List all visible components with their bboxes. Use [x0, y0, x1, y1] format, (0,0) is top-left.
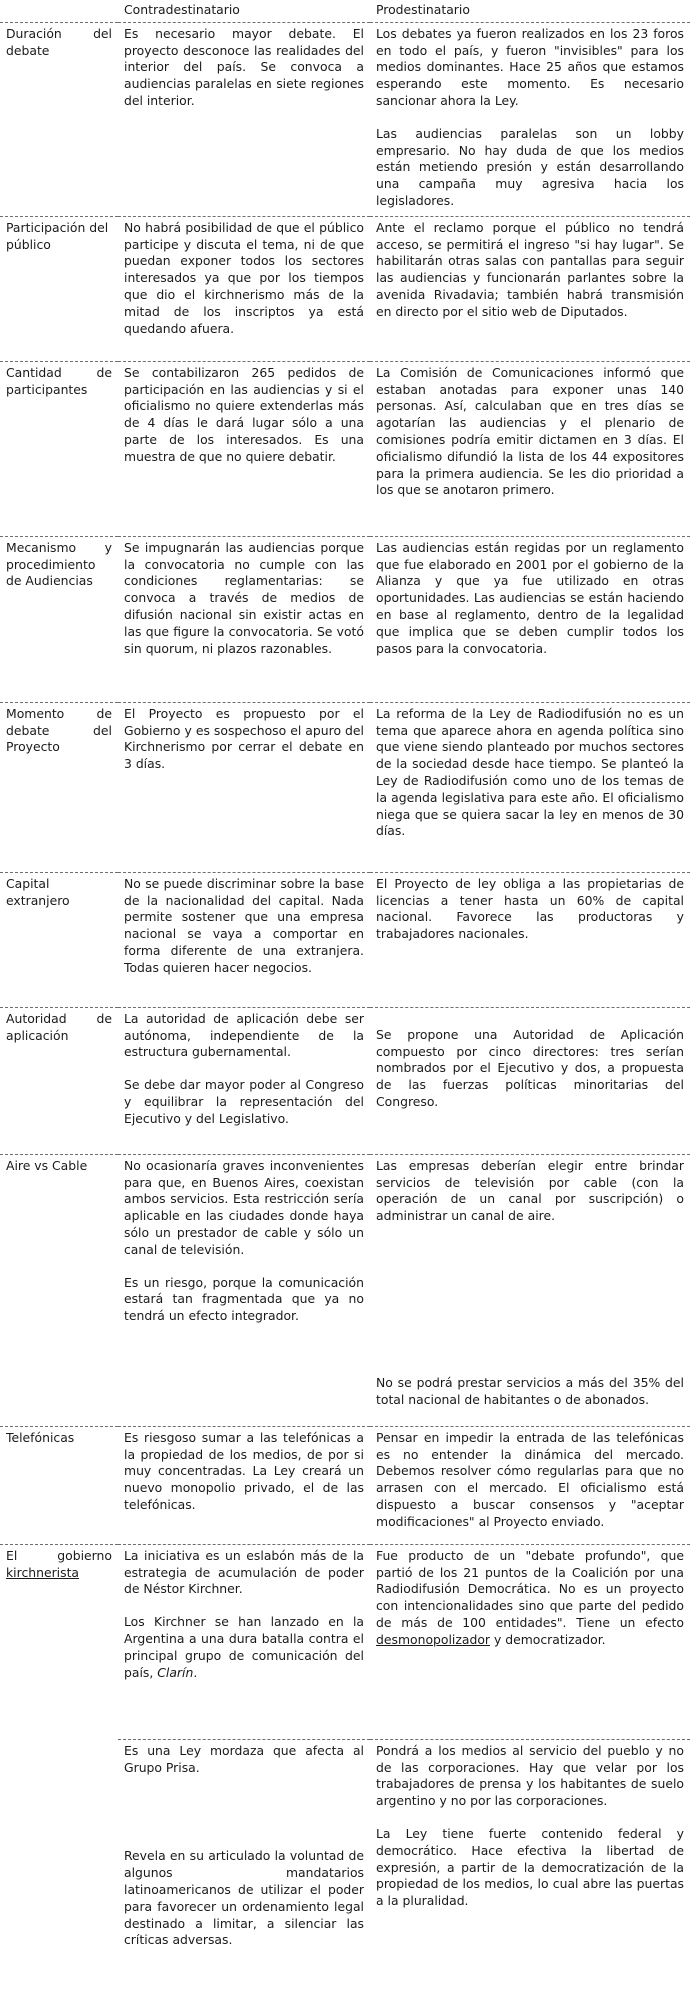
- table-row: [0, 536, 690, 702]
- contra-paragraph: Es un riesgo, porque la comunicación estará tan fragmentada que ya no tendrá un efecto integrador.: [124, 1274, 364, 1324]
- table-row: [0, 1154, 690, 1426]
- contra-paragraph: La autoridad de aplicación debe ser autónoma, independiente de la estructura gubernamental.: [124, 1010, 364, 1060]
- pro-paragraph: No se podrá prestar servicios a más del 35% del total nacional de habitantes o de abonados.: [376, 1374, 684, 1407]
- pro-cell: [370, 1544, 690, 1739]
- pro-text: y democratizador.: [490, 1631, 606, 1647]
- contra-cell: [118, 1007, 370, 1154]
- pro-paragraph: La Comisión de Comunicaciones informó que estaban anotadas para exponer unas 140 personas. Así, calculaban que en tres días se agotarían las audiencias y el plenario de comisiones podría emitir dictamen en 3 días. El oficialismo difundió la lista de los 44 expositores para la primera audiencia. Se les dio prioridad a los que se anotaron primero.: [376, 364, 684, 498]
- contra-cell: [118, 22, 370, 216]
- contra-cell: [118, 216, 370, 361]
- table-row: [0, 872, 690, 1007]
- contra-cell: [118, 702, 370, 872]
- topic-cell: Cantidad de participantes: [0, 361, 118, 536]
- pro-paragraph: El Proyecto de ley obliga a las propietarias de licencias a tener hasta un 60% de capital nacional. Favorece las productoras y trabajadores nacionales.: [376, 875, 684, 942]
- topic-cell: [0, 1544, 118, 1969]
- contra-text: Los Kirchner se han lanzado en la Argentina a una dura batalla contra el principal grupo de comunicación del país,: [124, 1614, 364, 1680]
- contra-cell: [118, 872, 370, 1007]
- contra-cell: [118, 1739, 370, 1969]
- contra-cell: [118, 1544, 370, 1739]
- header-contra: Contradestinatario: [118, 0, 370, 22]
- topic-cell: Momento de debate del Proyecto: [0, 702, 118, 872]
- table-row: [0, 1007, 690, 1154]
- pro-cell: [370, 536, 690, 702]
- table-row: [0, 22, 690, 216]
- contra-paragraph: Se debe dar mayor poder al Congreso y equilibrar la representación del Ejecutivo y del Legislativo.: [124, 1077, 364, 1126]
- pro-paragraph: La Ley tiene fuerte contenido federal y democrático. Hace efectiva la libertad de expresión, a partir de la democratización de la propiedad de los medios, lo cual abre las puertas a la pluralidad.: [376, 1825, 684, 1909]
- contra-paragraph: Es una Ley mordaza que afecta al Grupo Prisa.: [124, 1742, 364, 1775]
- topic-cell: Capital extranjero: [0, 872, 118, 1007]
- pro-cell: [370, 1426, 690, 1544]
- contra-paragraph: Revela en su articulado la voluntad de algunos mandatarios latinoamericanos de utilizar el poder para favorecer un ordenamiento legal destinado a limitar, a silenciar las críticas adversas.: [124, 1848, 364, 1948]
- topic-cell: Participación del público: [0, 216, 118, 361]
- contra-paragraph: Es riesgoso sumar a las telefónicas a la propiedad de los medios, de por si muy concentradas. La Ley creará un nuevo monopolio privado, el de las telefónicas.: [124, 1429, 364, 1512]
- contra-paragraph: La iniciativa es un eslabón más de la estrategia de acumulación de poder de Néstor Kirchner.: [124, 1547, 364, 1597]
- topic-cell: Autoridad de aplicación: [0, 1007, 118, 1154]
- contra-text: .: [193, 1664, 198, 1680]
- table-row: [0, 216, 690, 361]
- table-row: [0, 1544, 690, 1739]
- pro-cell: [370, 361, 690, 536]
- pro-cell: [370, 22, 690, 216]
- pro-paragraph: Pensar en impedir la entrada de las telefónicas es no entender la dinámica del mercado. Debemos resolver cómo regularlas para que no arrasen con el mercado. El oficialismo está dispuesto a buscar consensos y "aceptar modificaciones" al Proyecto enviado.: [376, 1429, 684, 1529]
- contra-cell: [118, 536, 370, 702]
- table-row: [0, 1426, 690, 1544]
- contra-paragraph: [124, 1614, 364, 1681]
- pro-cell: [370, 1007, 690, 1154]
- pro-paragraph: Las empresas deberían elegir entre brindar servicios de televisión por cable (con la operación de un canal por suscripción) o administrar un canal de aire.: [376, 1157, 684, 1224]
- pro-paragraph: Ante el reclamo porque el público no tendrá acceso, se permitirá el ingreso "si hay lugar". Se habilitarán otras salas con pantallas para seguir las audiencias y funcionarán parlantes sobre la avenida Rivadavia; también habrá transmisión en directo por el sitio web de Diputados.: [376, 219, 684, 319]
- pro-text-underlined: desmonopolizador: [376, 1631, 490, 1647]
- topic-cell: Telefónicas: [0, 1426, 118, 1544]
- topic-cell: Aire vs Cable: [0, 1154, 118, 1426]
- topic-cell: Mecanismo y procedimiento de Audiencias: [0, 536, 118, 702]
- contra-cell: [118, 1154, 370, 1426]
- pro-paragraph: [376, 1548, 684, 1649]
- table-row: [0, 361, 690, 536]
- contra-text-italic: Clarín: [157, 1664, 194, 1680]
- pro-cell: [370, 1739, 690, 1969]
- contra-paragraph: Es necesario mayor debate. El proyecto desconoce las realidades del interior del país. Se convoca a audiencias paralelas en siete regiones del interior.: [124, 25, 364, 108]
- header-topic: [0, 0, 118, 22]
- topic-text-underlined: kirchnerista: [6, 1564, 80, 1580]
- pro-paragraph: La reforma de la Ley de Radiodifusión no es un tema que aparece ahora en agenda política sino que viene siendo planteado por muchos sectores de la sociedad desde hace tiempo. Se planteó la Ley de Radiodifusión como uno de los temas de la agenda legislativa para este año. El oficialismo niega que se quiera sacar la ley en menos de 30 días.: [376, 705, 684, 839]
- contra-cell: [118, 361, 370, 536]
- pro-cell: [370, 702, 690, 872]
- pro-paragraph: Las audiencias están regidas por un reglamento que fue elaborado en 2001 por el gobierno de la Alianza y que ya fue utilizado en otras oportunidades. Las audiencias se están haciendo en base al reglamento, dentro de la legalidad que implica que se deben cumplir todos los pasos para la convocatoria.: [376, 539, 684, 656]
- topic-text: El gobierno: [6, 1547, 112, 1563]
- contra-paragraph: No habrá posibilidad de que el público participe y discuta el tema, ni de que puedan exponer todos los sectores interesados ya que por los tiempos que dio el kirchnerismo más de la mitad de los inscriptos ya está quedando afuera.: [124, 219, 364, 336]
- pro-paragraph: Se propone una Autoridad de Aplicación compuesto por cinco directores: tres serían nombrados por el Ejecutivo y dos, a propuesta de las fuerzas políticas minoritarias del Congreso.: [376, 1026, 684, 1109]
- contra-paragraph: Se contabilizaron 265 pedidos de participación en las audiencias y si el oficialismo no quiere extenderlas más de 4 días le dará lugar sólo a una parte de los interesados. Es una muestra de que no quiere debatir.: [124, 364, 364, 464]
- topic-cell: Duración del debate: [0, 22, 118, 216]
- contra-paragraph: El Proyecto es propuesto por el Gobierno y es sospechoso el apuro del Kirchnerismo por cerrar el debate en 3 días.: [124, 705, 364, 772]
- pro-cell: [370, 872, 690, 1007]
- header-row: [0, 0, 690, 22]
- contra-paragraph: No ocasionaría graves inconvenientes para que, en Buenos Aires, coexistan ambos servicios. Esta restricción sería aplicable en las ciudades donde haya sólo un prestador de cable y sólo un canal de televisión.: [124, 1157, 364, 1257]
- pro-paragraph: Pondrá a los medios al servicio del pueblo y no de las corporaciones. Hay que velar por los trabajadores de prensa y los habitantes de suelo argentino y no por las corporaciones.: [376, 1742, 684, 1809]
- contra-paragraph: Se impugnarán las audiencias porque la convocatoria no cumple con las condiciones reglamentarias: se convoca a través de medios de difusión nacional sin existir actas en las que figure la convocatoria. Se votó sin quorum, ni plazos razonables.: [124, 539, 364, 656]
- pro-cell: [370, 216, 690, 361]
- pro-text: Fue producto de un "debate profundo", que partió de los 21 puntos de la Coalición por una Radiodifusión Democrática. No es un proyecto con intencionalidades sino que parte del pedido de más de 100 entidades". Tiene un efecto: [376, 1547, 684, 1630]
- pro-paragraph: Los debates ya fueron realizados en los 23 foros en todo el país, y fueron "invisibles" para los medios dominantes. Hace 25 años que estamos esperando este momento. Es necesario sancionar ahora la Ley.: [376, 25, 684, 108]
- table-row: [0, 702, 690, 872]
- contra-cell: [118, 1426, 370, 1544]
- pro-paragraph: Las audiencias paralelas son un lobby empresario. No hay duda de que los medios están metiendo presión y están desarrollando una campaña muy agresiva hacia los legisladores.: [376, 125, 684, 208]
- pro-cell: [370, 1154, 690, 1426]
- header-pro: Prodestinatario: [370, 0, 690, 22]
- contra-paragraph: No se puede discriminar sobre la base de la nacionalidad del capital. Nada permite sostener que una empresa nacional se vaya a comportar en forma diferente de una extranjera. Todas quieren hacer negocios.: [124, 875, 364, 975]
